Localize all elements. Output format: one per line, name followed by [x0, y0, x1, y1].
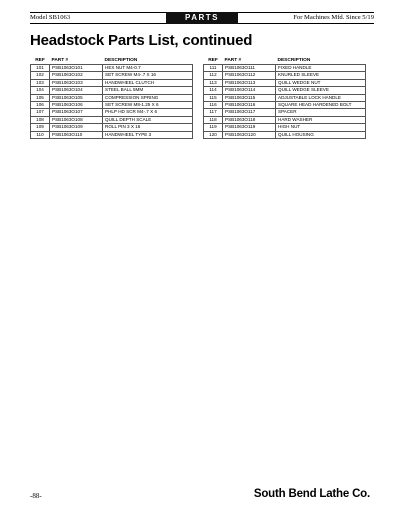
part-number-cell: PSB1063O107: [50, 109, 103, 116]
table-row: [204, 124, 366, 131]
parts-table-body: [204, 65, 366, 139]
description-header: DESCRIPTION: [277, 57, 311, 63]
page-number: -88-: [30, 492, 42, 500]
table-row: [31, 94, 193, 101]
description-cell: PHLP HD SCR M4-.7 X 6: [103, 109, 193, 116]
part-number-cell: PSB1063O103: [50, 79, 103, 86]
description-cell: COMPRESSION SPRING: [103, 94, 193, 101]
description-cell: ADJUSTABLE LOCK HANDLE: [276, 94, 366, 101]
ref-cell: 115: [204, 94, 223, 101]
part-header: PART #: [224, 57, 242, 63]
section-label: PARTS: [166, 12, 238, 24]
table-row: [204, 109, 366, 116]
table-header-row: [204, 56, 366, 65]
ref-cell: 101: [31, 65, 50, 72]
description-cell: FIXED HANDLE: [276, 65, 366, 72]
ref-cell: 107: [31, 109, 50, 116]
part-number-cell: PSB1063O109: [50, 124, 103, 131]
description-cell: ROLL PIN 3 X 16: [103, 124, 193, 131]
part-number-cell: PSB1063O119: [223, 124, 276, 131]
part-header: PART #: [51, 57, 69, 63]
description-cell: QUILL WEDGE NUT: [276, 79, 366, 86]
ref-cell: 117: [204, 109, 223, 116]
ref-cell: 118: [204, 116, 223, 123]
part-number-cell: PSB1063O120: [223, 131, 276, 138]
ref-cell: 109: [31, 124, 50, 131]
table-row: [31, 131, 193, 138]
part-number-cell: PSB1063O106: [50, 102, 103, 109]
description-cell: SET SCREW M4-.7 X 16: [103, 72, 193, 79]
description-cell: SPACER: [276, 109, 366, 116]
part-number-cell: PSB1063O102: [50, 72, 103, 79]
part-number-cell: PSB1063O114: [223, 87, 276, 94]
part-number-cell: PSB1063O118: [223, 116, 276, 123]
ref-cell: 116: [204, 102, 223, 109]
ref-cell: 120: [204, 131, 223, 138]
table-row: [204, 87, 366, 94]
page-title: Headstock Parts List, continued: [30, 32, 253, 49]
machines-label: For Machines Mfd. Since 5/19: [293, 14, 374, 21]
ref-cell: 108: [31, 116, 50, 123]
table-row: [31, 72, 193, 79]
part-number-cell: PSB1063O116: [223, 102, 276, 109]
table-row: [204, 65, 366, 72]
table-row: [204, 72, 366, 79]
ref-cell: 119: [204, 124, 223, 131]
ref-cell: 111: [204, 65, 223, 72]
table-row: [31, 116, 193, 123]
description-cell: QUILL WEDGE SLEEVE: [276, 87, 366, 94]
parts-table-right: [203, 56, 366, 139]
table-row: [31, 87, 193, 94]
parts-table-left: [30, 56, 193, 139]
part-number-cell: PSB1063O112: [223, 72, 276, 79]
brand-logo: South Bend Lathe Co.: [253, 488, 370, 500]
description-cell: HANDWHEEL TYPE 3: [103, 131, 193, 138]
ref-cell: 112: [204, 72, 223, 79]
description-cell: SET SCREW M8-1.25 X 6: [103, 102, 193, 109]
ref-cell: 104: [31, 87, 50, 94]
ref-cell: 114: [204, 87, 223, 94]
part-number-cell: PSB1063O110: [50, 131, 103, 138]
ref-cell: 105: [31, 94, 50, 101]
model-label: Model SB1063: [30, 14, 71, 21]
description-cell: HIGH NUT: [276, 124, 366, 131]
ref-cell: 113: [204, 79, 223, 86]
description-cell: QUILL HOUSING: [276, 131, 366, 138]
part-number-cell: PSB1063O117: [223, 109, 276, 116]
description-cell: HANDWHEEL CLUTCH: [103, 79, 193, 86]
ref-header: REF: [35, 57, 45, 63]
parts-table-body: [31, 65, 193, 139]
part-number-cell: PSB1063O113: [223, 79, 276, 86]
table-row: [204, 94, 366, 101]
part-number-cell: PSB1063O101: [50, 65, 103, 72]
part-number-cell: PSB1063O115: [223, 94, 276, 101]
part-number-cell: PSB1063O104: [50, 87, 103, 94]
ref-cell: 102: [31, 72, 50, 79]
part-number-cell: PSB1063O111: [223, 65, 276, 72]
table-row: [31, 124, 193, 131]
ref-header: REF: [208, 57, 218, 63]
description-cell: STEEL BALL 5MM: [103, 87, 193, 94]
description-cell: KNURLED SLEEVE: [276, 72, 366, 79]
part-number-cell: PSB1063O105: [50, 94, 103, 101]
description-cell: SQUARE HEAD HARDENED BOLT: [276, 102, 366, 109]
table-row: [204, 116, 366, 123]
part-number-cell: PSB1063O108: [50, 116, 103, 123]
ref-cell: 110: [31, 131, 50, 138]
description-cell: HEX NUT M4-0.7: [103, 65, 193, 72]
table-row: [204, 131, 366, 138]
table-row: [31, 102, 193, 109]
table-row: [31, 79, 193, 86]
table-row: [204, 79, 366, 86]
ref-cell: 103: [31, 79, 50, 86]
description-cell: HARD WASHER: [276, 116, 366, 123]
ref-cell: 106: [31, 102, 50, 109]
table-row: [204, 102, 366, 109]
table-row: [31, 109, 193, 116]
page-header: [30, 12, 374, 24]
table-row: [31, 65, 193, 72]
description-header: DESCRIPTION: [104, 57, 138, 63]
description-cell: QUILL DEPTH SCALE: [103, 116, 193, 123]
table-header-row: [31, 56, 193, 65]
